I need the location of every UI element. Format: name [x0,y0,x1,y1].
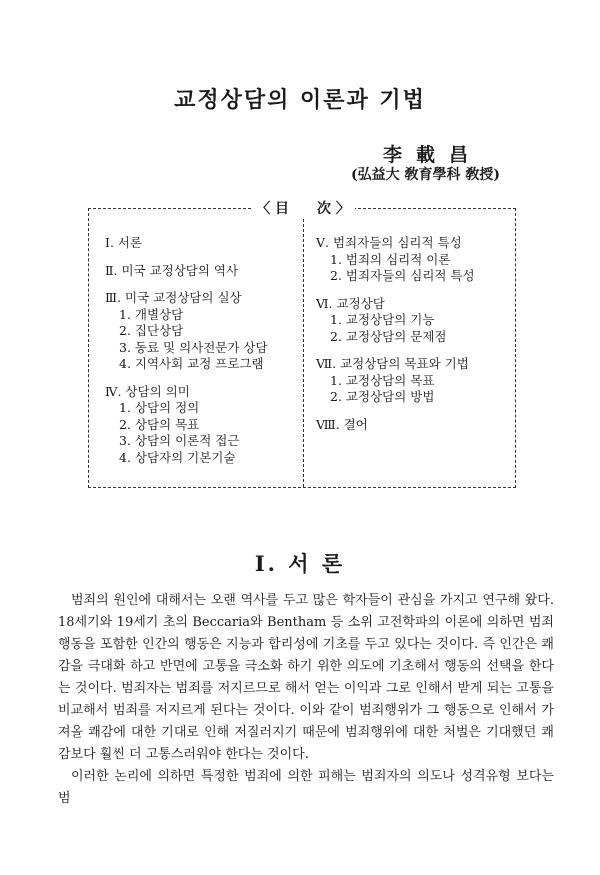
author-affiliation: (弘益大 敎育學科 敎授) [351,167,500,183]
toc-subitem: 1. 상담의 정의 [119,400,200,415]
toc-subitem: 2. 교정상담의 문제점 [330,328,447,344]
toc-heading: Ⅰ. 서론 [105,235,143,250]
toc-subitem: 1. 교정상담의 기능 [330,312,435,327]
toc-heading: Ⅶ. 교정상담의 목표와 기법 [316,356,469,371]
toc-label: 〈 目 次 〉 [251,199,355,219]
toc-heading: Ⅳ. 상담의 의미 [105,383,190,399]
author-name: 李載昌 [382,144,482,166]
table-of-contents [88,201,516,488]
toc-section [105,235,295,252]
toc-subitem: 4. 지역사회 교정 프로그램 [119,356,264,371]
toc-heading: Ⅵ. 교정상담 [316,295,385,311]
toc-heading: Ⅱ. 미국 교정상담의 역사 [105,262,239,278]
toc-subitem: 2. 교정상담의 방법 [330,389,435,404]
toc-section [316,235,511,285]
toc-heading: Ⅷ. 결어 [316,416,368,432]
toc-subitem: 3. 동료 및 의사전문가 상담 [119,339,268,355]
toc-section [105,384,295,467]
section-heading: Ⅰ. 서 론 [254,551,346,576]
toc-left-column [105,235,295,477]
paper-title: 교정상담의 이론과 기법 [174,87,426,113]
toc-section [316,417,511,434]
toc-subitem: 3. 상담의 이론적 접근 [119,433,240,448]
toc-subitem: 2. 집단상담 [119,323,184,338]
toc-section [105,263,295,280]
toc-subitem: 1. 범죄의 심리적 이론 [330,251,451,267]
toc-heading: Ⅴ. 범죄자들의 심리적 특성 [316,235,462,250]
toc-section [105,290,295,373]
paragraph: 이러한 논리에 의하면 특정한 범죄에 의한 피해는 범죄자의 의도나 성격유형 보다는 범 [58,769,554,806]
toc-heading: Ⅲ. 미국 교정상담의 실상 [105,290,242,305]
paragraph: 범죄의 원인에 대해서는 오랜 역사를 두고 많은 학자들이 관심을 가지고 연구해 왔다. 18세기와 19세기 초의 Beccaria와 Bentham 등 소위 고전학파의 이론에 의하면 범죄행동을 포함한 인간의 행동은 지능과 합리성에 기초를 두고 있다는 것이다. 즉 인간은 쾌감을 극대화 하고 반면에 고통을 극소화 하기 위한 의도에 기초해서 행동의 선택을 한다는 것이다. 범죄자는 범죄를 저지르므로 해서 얻는 이익과 그로 인해서 받게 되는 고통을 비교해서 범죄를 저지르게 된다는 것이다. 이와 같이 범죄행위가 그 행동으로 인해서 가져올 쾌감에 대한 기대로 인해 저질러지기 때문에 범죄행위에 대한 처벌은 기대했던 쾌감보다 훨씬 더 고통스러워야 한다는 것이다. [58,593,554,762]
toc-subitem: 2. 범죄자들의 심리적 특성 [330,268,475,283]
toc-subitem: 2. 상담의 목표 [119,416,200,432]
body-text [58,590,554,810]
toc-subitem: 1. 개별상담 [119,306,184,322]
toc-section [316,296,511,346]
toc-right-column [316,235,511,444]
toc-divider [303,209,304,487]
toc-subitem: 1. 교정상담의 목표 [330,372,435,388]
toc-section [316,356,511,406]
toc-subitem: 4. 상담자의 기본기술 [119,449,236,465]
